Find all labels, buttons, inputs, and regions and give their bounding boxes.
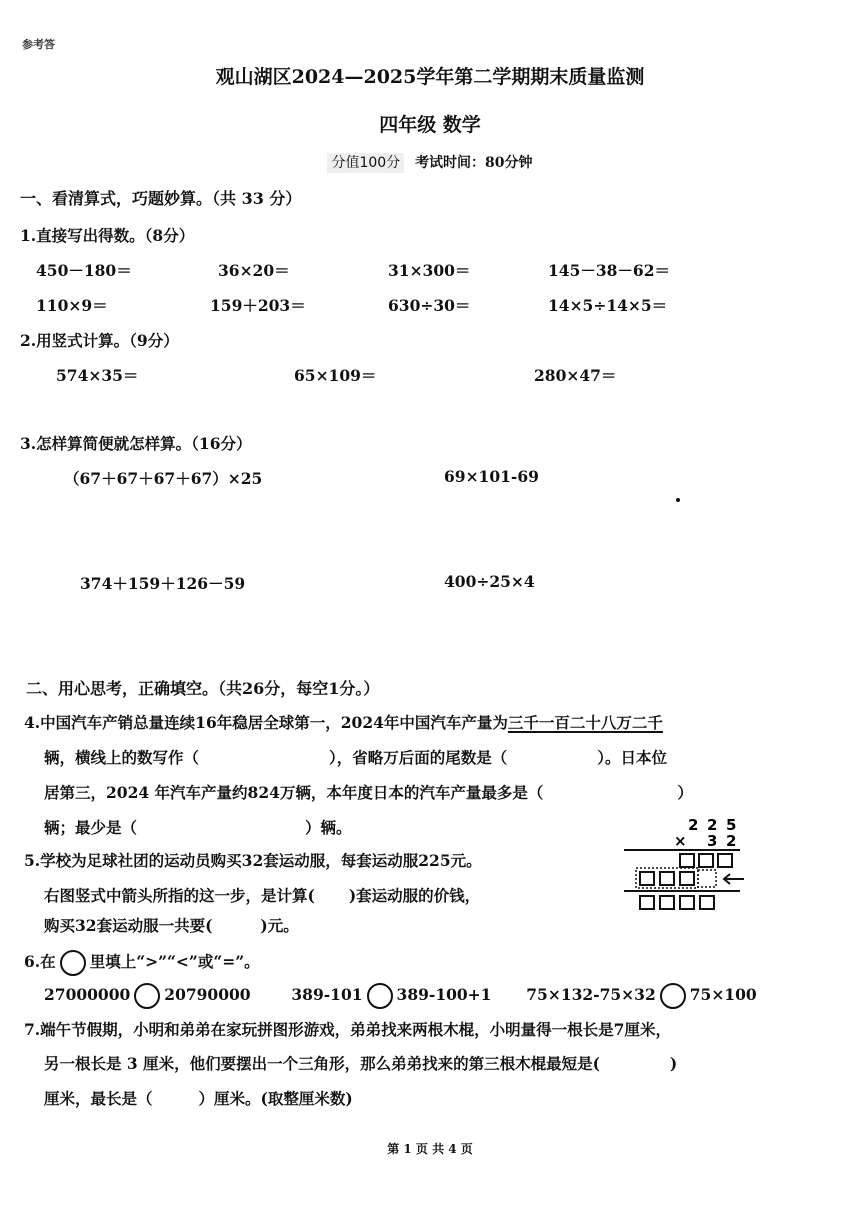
digit-box [660,872,674,885]
compare-right: 389-100+1 [396,985,492,1004]
q7-text: 厘米，最长是（ [44,1089,153,1108]
q3-title: 3.怎样算简便就怎样算。（16分） [20,434,252,453]
q7-line2 [44,1052,677,1074]
section2-title: 二、用心思考，正确填空。（共26分，每空1分。） [26,679,380,698]
q1-item: 159＋203＝ [210,296,306,315]
q1-item: 36×20＝ [218,261,290,280]
digit-box [640,896,654,909]
digit-box [680,854,694,867]
q3-item: 374＋159＋126－59 [80,574,246,593]
q4-line4 [44,816,352,838]
q6-text: 里填上“>”“<”或“=”。 [89,952,260,971]
vertical-multiplication-figure [618,812,748,914]
q5-text: 右图竖式中箭头所指的这一步，是计算( [44,886,315,905]
arrow-icon [724,874,744,884]
q4-text: ），省略万后面的尾数是（ [329,748,508,767]
compare-right: 75×100 [689,985,757,1004]
highlight-box [698,870,716,887]
q4-underlined-number: 三千一百二十八万二千 [507,713,663,732]
q2-item: 574×35＝ [56,366,139,385]
compare-circle-input[interactable] [367,983,393,1009]
compare-circle-input[interactable] [660,983,686,1009]
q4-line1 [24,711,663,733]
stray-dot [676,498,680,502]
digit-top: 2 [707,816,718,834]
q1-title: 1.直接写出得数。（8分） [20,226,195,245]
q4-text: 辆；最少是（ [44,818,138,837]
q1-item: 145－38－62＝ [548,261,670,280]
compare-left: 75×132-75×32 [526,985,656,1004]
q1-item: 14×5÷14×5＝ [548,296,668,315]
q7-text: ）厘米。(取整厘米数) [198,1089,353,1108]
digit-top: 2 [688,816,699,834]
q4-text: ）辆。 [305,818,352,837]
q3-item: （67＋67＋67＋67）×25 [64,469,263,488]
q1-item: 31×300＝ [388,261,471,280]
q4-text: 居第三，2024 年汽车产量约824万辆，本年度日本的汽车产量最多是（ [44,783,544,802]
q6-text: 6.在 [24,952,56,971]
q5-text: )元。 [260,916,299,935]
q7-text: ) [669,1054,678,1073]
exam-subtitle: 四年级 数学 [379,114,481,136]
compare-circle-input[interactable] [134,983,160,1009]
time-label: 考试时间：80分钟 [415,155,533,171]
digit-box [718,854,732,867]
q5-text: )套运动服的价钱， [348,886,481,905]
compare-left: 27000000 [44,985,131,1004]
digit-top: 5 [726,816,737,834]
corner-text: 参考答 [22,38,55,51]
exam-title: 观山湖区2024—2025学年第二学期期末质量监测 [215,66,645,88]
q6-line2 [44,983,757,1009]
q1-item: 450－180＝ [36,261,132,280]
section1-title: 一、看清算式，巧题妙算。（共 33 分） [20,189,302,208]
digit-mid: 3 [707,832,718,850]
q7-line1: 7.端午节假期，小明和弟弟在家玩拼图形游戏，弟弟找来两根木棍，小明量得一根长是7厘米， [24,1020,671,1039]
q2-item: 65×109＝ [294,366,377,385]
digit-box [640,872,654,885]
digit-box [660,896,674,909]
q3-item: 400÷25×4 [444,572,535,591]
compare-left: 389-101 [291,985,363,1004]
q4-line2 [44,746,667,768]
q2-title: 2.用竖式计算。（9分） [20,331,179,350]
q6-line1 [24,950,260,976]
q5-line3 [44,914,299,936]
q7-line3 [44,1087,353,1109]
q3-item: 69×101-69 [444,467,539,486]
q5-line1: 5.学校为足球社团的运动员购买32套运动服，每套运动服225元。 [24,851,482,870]
q7-text: 另一根长是 3 厘米，他们要摆出一个三角形，那么弟弟找来的第三根木棍最短是( [44,1054,600,1073]
digit-mid: 2 [726,832,737,850]
times-sign: × [674,832,687,850]
compare-right: 20790000 [164,985,251,1004]
digit-box [700,896,714,909]
compare-circle-icon [60,950,86,976]
digit-box [680,872,694,885]
digit-box [680,896,694,909]
q4-text: 4.中国汽车产销总量连续16年稳居全球第一，2024年中国汽车产量为 [24,713,508,732]
q1-item: 110×9＝ [36,296,108,315]
q4-text: ）。日本位 [597,748,668,767]
q4-text: 辆，横线上的数写作（ [44,748,200,767]
exam-meta [0,152,860,172]
digit-box [699,854,713,867]
score-label: 分值100分 [327,153,404,173]
q5-text: 购买32套运动服一共要( [44,916,213,935]
q1-item: 630÷30＝ [388,296,471,315]
page-footer: 第 1 页 共 4 页 [387,1142,473,1156]
q5-line2 [44,884,480,906]
q2-item: 280×47＝ [534,366,617,385]
q4-text: ） [677,783,693,802]
q4-line3 [44,781,693,803]
